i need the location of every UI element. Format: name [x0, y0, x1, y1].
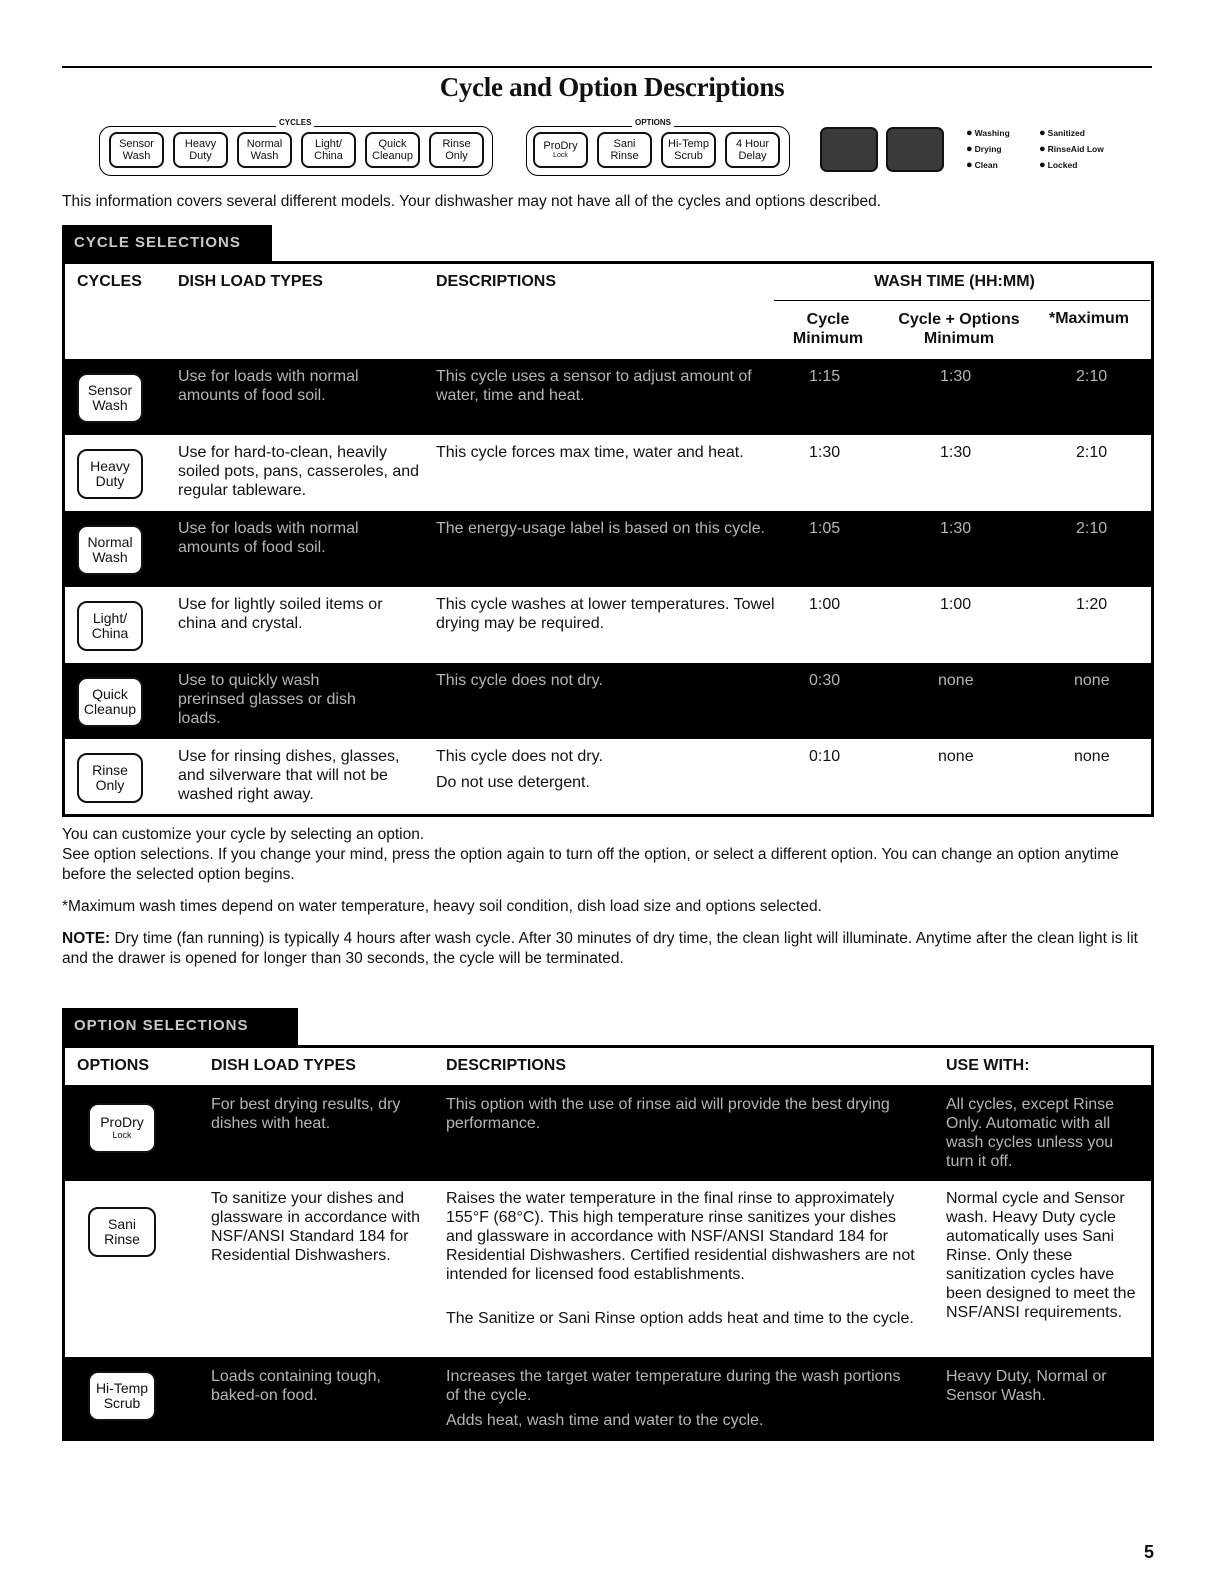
description: The energy-usage label is based on this cycle. — [436, 520, 766, 537]
table-row — [62, 1085, 1154, 1181]
option-use-with: All cycles, except Rinse Only. Automatic with all wash cycles unless you turn it off. — [946, 1096, 1115, 1170]
page-title: Cycle and Option Descriptions — [439, 72, 785, 102]
intro-text: This information covers several different models. Your dishwasher may not have all of the cycles and options described. — [62, 193, 882, 210]
table-row — [62, 739, 1154, 815]
top-rule — [62, 66, 1152, 68]
table-row — [62, 663, 1154, 739]
col-header-option-descriptions: DESCRIPTIONS — [446, 1057, 567, 1074]
options-minimum: 1:00 — [940, 596, 972, 613]
col-header-options-minimum: Cycle + Options Minimum — [898, 311, 1020, 347]
prodry-button-icon: ProDry Lock — [88, 1103, 156, 1153]
maximum: 2:10 — [1076, 520, 1108, 537]
load-type: Use for loads with normal amounts of food soil. — [178, 368, 359, 404]
options-minimum: 1:30 — [940, 444, 972, 461]
load-type: Use to quickly wash prerinsed glasses or dish loads. — [178, 672, 356, 727]
indicator-locked: ● Locked — [1039, 159, 1077, 171]
panel-button-normal-wash: Normal Wash — [237, 132, 292, 168]
indicator-washing: ● Washing — [966, 127, 1010, 139]
option-use-with: Normal cycle and Sensor wash. Heavy Duty cycle automatically uses Sani Rinse. Only these sanitization cycles have been designed to meet the NSF/ANSI requirements. — [946, 1190, 1136, 1321]
table-row — [62, 1357, 1154, 1441]
maximum: 2:10 — [1076, 368, 1108, 385]
normal-wash-button-icon: Normal Wash — [77, 525, 143, 575]
maximum: none — [1074, 748, 1110, 765]
hi-temp-scrub-button-icon: Hi-Temp Scrub — [88, 1371, 156, 1421]
option-selections-tab: OPTION SELECTIONS — [62, 1008, 298, 1046]
indicator-sanitized: ● Sanitized — [1039, 127, 1085, 139]
table-row — [62, 359, 1154, 435]
maximum: 1:20 — [1076, 596, 1108, 613]
maximum: none — [1074, 672, 1110, 689]
options-minimum: none — [938, 672, 974, 689]
col-header-descriptions: DESCRIPTIONS — [436, 273, 557, 290]
option-description-note: Adds heat, wash time and water to the cycle. — [446, 1412, 764, 1429]
cycles-group-label: CYCLES — [276, 118, 314, 127]
option-load-type: Loads containing tough, baked-on food. — [211, 1368, 381, 1404]
load-type: Use for hard-to-clean, heavily soiled pots, pans, casseroles, and regular tableware. — [178, 444, 420, 499]
indicator-drying: ● Drying — [966, 143, 1002, 155]
col-header-use-with: USE WITH: — [946, 1057, 1030, 1074]
cycle-selections-tab: CYCLE SELECTIONS — [62, 225, 272, 263]
description: This cycle washes at lower temperatures. Towel drying may be required. — [436, 596, 775, 632]
option-description: Increases the target water temperature during the wash portions of the cycle. — [446, 1368, 901, 1404]
table-row — [62, 435, 1154, 511]
cycle-minimum: 1:30 — [809, 444, 841, 461]
rinse-only-button-icon: Rinse Only — [77, 753, 143, 803]
description-note: Do not use detergent. — [436, 774, 590, 791]
panel-button-quick-cleanup: Quick Cleanup — [365, 132, 420, 168]
col-header-cycles: CYCLES — [77, 273, 142, 290]
panel-button-prodry: ProDry Lock — [533, 132, 588, 168]
sani-rinse-button-icon: Sani Rinse — [88, 1207, 156, 1257]
sensor-wash-button-icon: Sensor Wash — [77, 373, 143, 423]
panel-button-sensor-wash: Sensor Wash — [109, 132, 164, 168]
panel-button-rinse-only: Rinse Only — [429, 132, 484, 168]
description: This cycle uses a sensor to adjust amount of water, time and heat. — [436, 368, 752, 404]
option-description: This option with the use of rinse aid will provide the best drying performance. — [446, 1096, 890, 1132]
page-number: 5 — [1143, 1542, 1154, 1562]
col-header-wash-time: WASH TIME (HH:MM) — [874, 273, 1035, 290]
indicator-rinseaid-low: ● RinseAid Low — [1039, 143, 1104, 155]
dry-time-note: NOTE: Dry time (fan running) is typically 4 hours after wash cycle. After 30 minutes of dry time, the clean light will illuminate. Anytime after the clean light is lit and the drawer is opened for longer than 30 seconds, the cycle will be terminated. — [62, 930, 1138, 967]
description: This cycle forces max time, water and heat. — [436, 444, 744, 461]
panel-button-hi-temp-scrub: Hi-Temp Scrub — [661, 132, 716, 168]
options-minimum: none — [938, 748, 974, 765]
options-group-label: OPTIONS — [632, 118, 674, 127]
option-use-with: Heavy Duty, Normal or Sensor Wash. — [946, 1368, 1107, 1404]
panel-button-4-hour-delay: 4 Hour Delay — [725, 132, 780, 168]
cycle-minimum: 0:10 — [809, 748, 841, 765]
description: This cycle does not dry. — [436, 672, 603, 689]
panel-button-start — [820, 127, 878, 172]
customize-note: You can customize your cycle by selecting an option. See option selections. If you change your mind, press the option again to turn off the option, or select a different option. You can change an option anytime before the selected option begins. — [62, 826, 1119, 883]
options-minimum: 1:30 — [940, 368, 972, 385]
option-description: Raises the water temperature in the final rinse to approximately 155°F (68°C). This high temperature rinse sanitizes your dishes and glassware in accordance with NSF/ANSI Standard 184 for Residential Dishwashers. Certified residential dishwashers are not intended for licensed food establishments. — [446, 1190, 915, 1283]
light-china-button-icon: Light/ China — [77, 601, 143, 651]
description: This cycle does not dry. — [436, 748, 603, 765]
options-minimum: 1:30 — [940, 520, 972, 537]
maximum: 2:10 — [1076, 444, 1108, 461]
table-row — [62, 511, 1154, 587]
option-load-type: For best drying results, dry dishes with heat. — [211, 1096, 401, 1132]
panel-button-heavy-duty: Heavy Duty — [173, 132, 228, 168]
panel-button-sani-rinse: Sani Rinse — [597, 132, 652, 168]
quick-cleanup-button-icon: Quick Cleanup — [77, 677, 143, 727]
table-row — [62, 587, 1154, 663]
load-type: Use for loads with normal amounts of food soil. — [178, 520, 359, 556]
panel-button-cancel — [886, 127, 944, 172]
cycle-minimum: 1:00 — [809, 596, 841, 613]
option-description-note: The Sanitize or Sani Rinse option adds heat and time to the cycle. — [446, 1310, 914, 1327]
col-header-options: OPTIONS — [77, 1057, 150, 1074]
option-load-type: To sanitize your dishes and glassware in accordance with NSF/ANSI Standard 184 for Residential Dishwashers. — [211, 1190, 420, 1264]
cycle-minimum: 0:30 — [809, 672, 841, 689]
indicator-clean: ● Clean — [966, 159, 998, 171]
table-row — [62, 1181, 1154, 1357]
panel-button-light-china: Light/ China — [301, 132, 356, 168]
cycle-minimum: 1:15 — [809, 368, 841, 385]
load-type: Use for rinsing dishes, glasses, and silverware that will not be washed right away. — [178, 748, 400, 803]
col-header-load-types: DISH LOAD TYPES — [178, 273, 323, 290]
cycle-minimum: 1:05 — [809, 520, 841, 537]
col-header-option-load-types: DISH LOAD TYPES — [211, 1057, 356, 1074]
col-header-cycle-minimum: Cycle Minimum — [792, 311, 864, 347]
wash-time-rule — [774, 300, 1150, 301]
maximum-footnote: *Maximum wash times depend on water temperature, heavy soil condition, dish load size and options selected. — [62, 898, 822, 915]
load-type: Use for lightly soiled items or china and crystal. — [178, 596, 383, 632]
col-header-maximum: *Maximum — [1049, 310, 1130, 327]
heavy-duty-button-icon: Heavy Duty — [77, 449, 143, 499]
